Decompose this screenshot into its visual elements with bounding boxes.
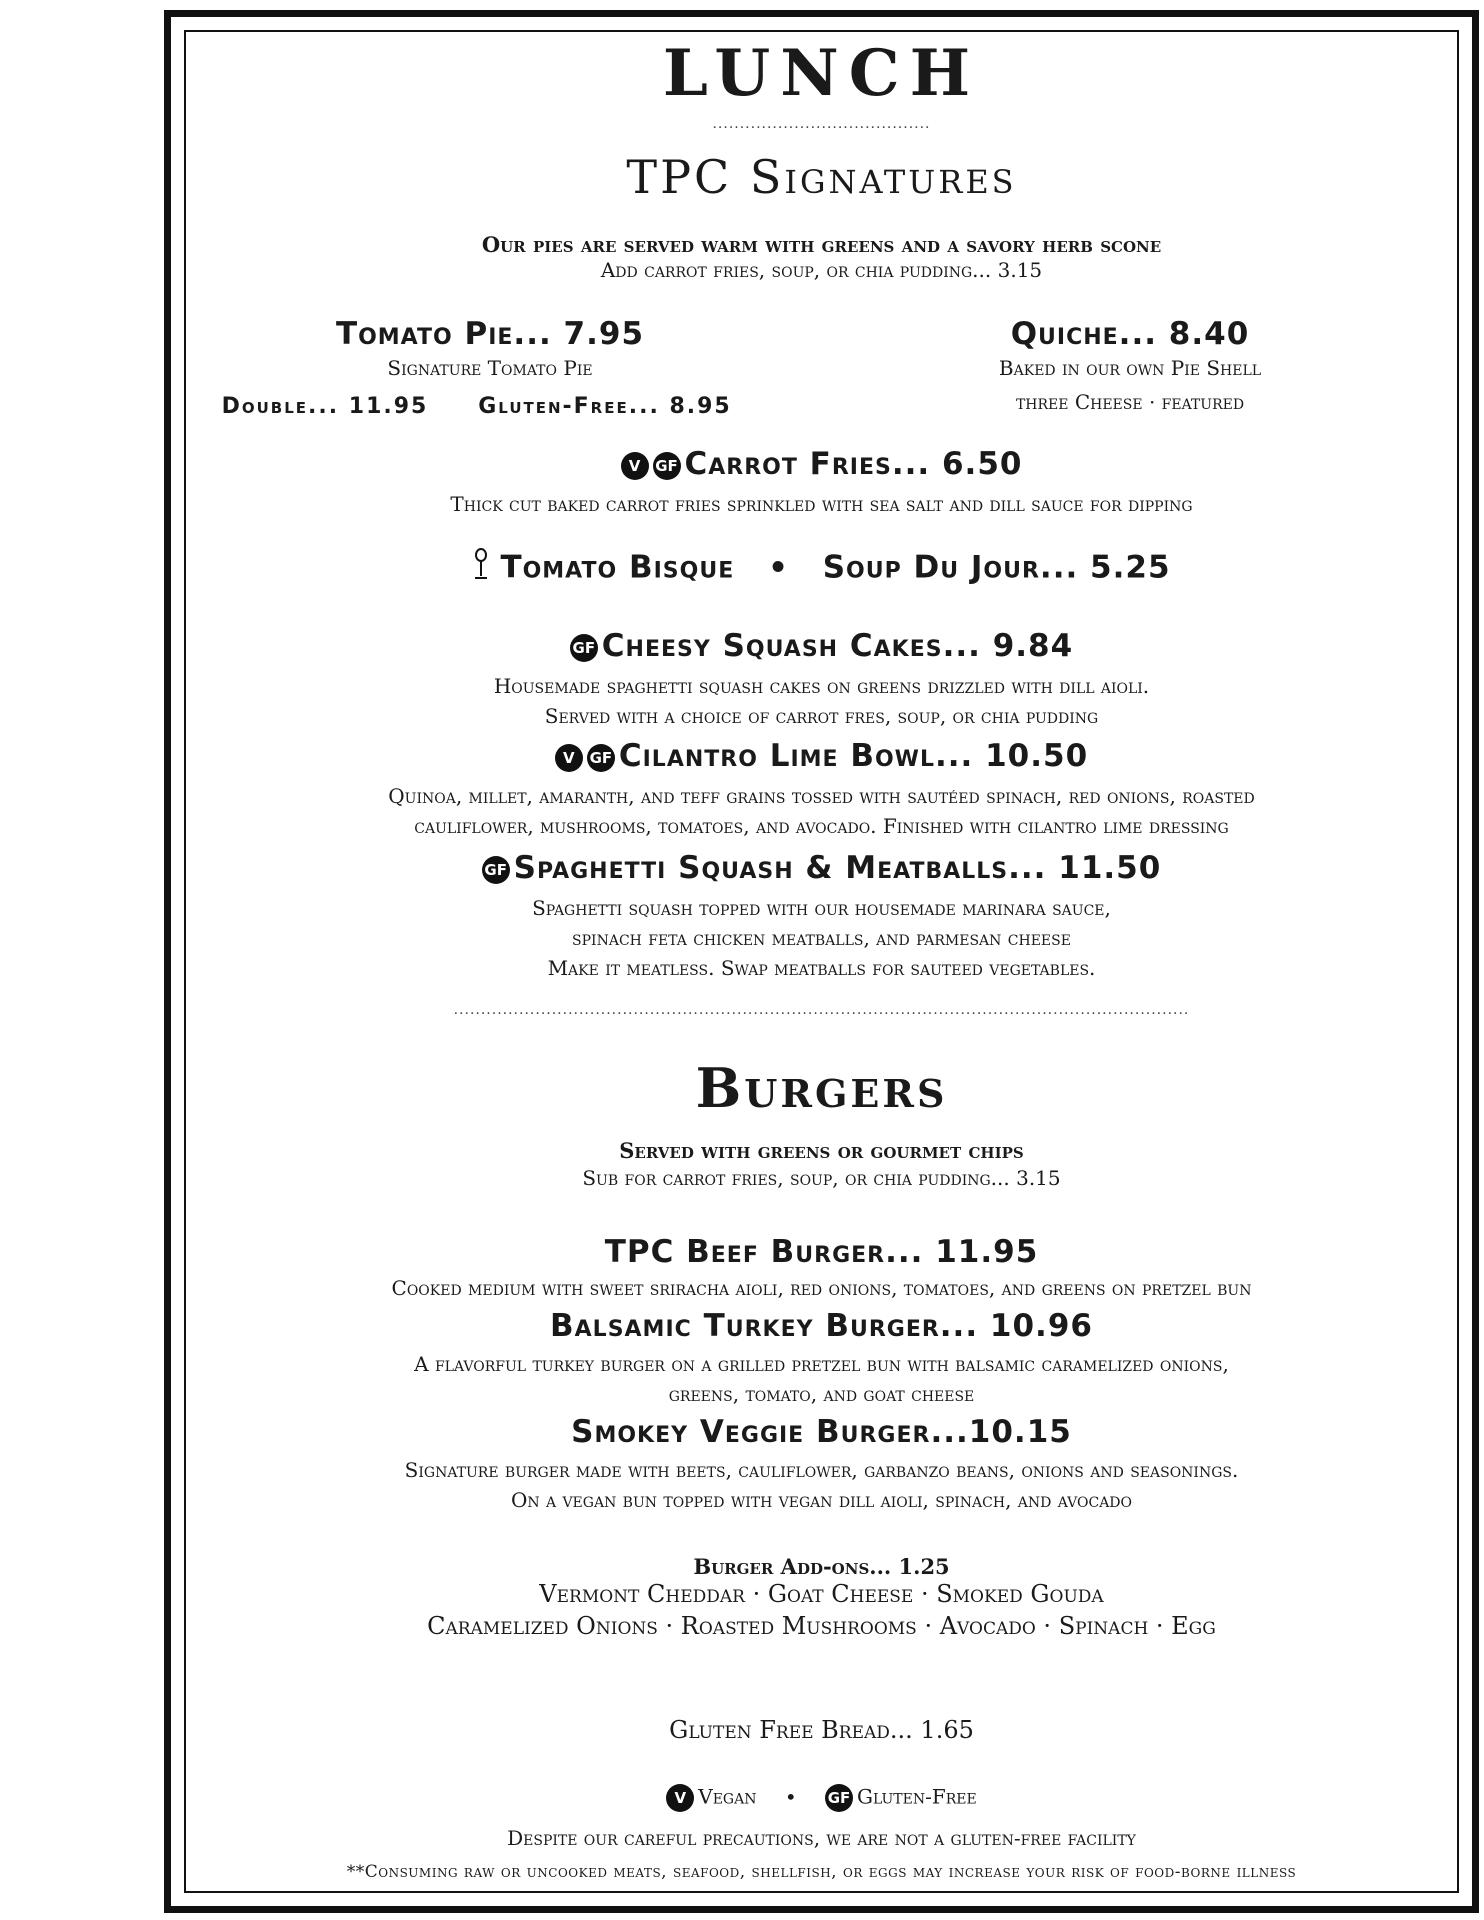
squash-cakes-desc-1: Housemade spaghetti squash cakes on greens drizzled with dill aioli.: [493, 674, 1150, 698]
signatures-addon: Add carrot fries, soup, or chia pudding... 3.15: [600, 258, 1043, 282]
item-quiche: Quiche... 8.40: [1010, 316, 1250, 352]
vegan-icon: V: [555, 744, 583, 772]
turkey-burger-desc-2: greens, tomato, and goat cheese: [668, 1382, 975, 1406]
separator-dot: •: [784, 1784, 797, 1809]
item-cilantro-lime-bowl: [190, 738, 1453, 774]
burgers-subtitle: Served with greens or gourmet chips: [619, 1138, 1024, 1163]
item-beef-burger: TPC Beef Burger... 11.95: [604, 1234, 1039, 1270]
item-carrot-fries: [190, 446, 1453, 482]
tomato-pie-double: Double... 11.95: [221, 394, 429, 419]
menu-content: [190, 36, 1453, 1887]
cilantro-bowl-desc-1: Quinoa, millet, amaranth, and teff grains tossed with sautéed spinach, red onions, roasted: [388, 784, 1255, 808]
quiche-desc: Baked in our own Pie Shell: [998, 356, 1262, 380]
item-cheesy-squash-cakes: [190, 628, 1453, 664]
burger-addons-line-2: Caramelized Onions · Roasted Mushrooms · Avocado · Spinach · Egg: [427, 1612, 1216, 1640]
quiche-featured: three Cheese · featured: [1015, 390, 1245, 414]
gluten-free-icon: GF: [825, 1784, 853, 1812]
soup-du-jour-label: Soup Du Jour... 5.25: [822, 549, 1171, 586]
legend-gluten-free-label: Gluten-Free: [857, 1784, 977, 1809]
gluten-free-icon: GF: [482, 856, 510, 884]
section-heading-burgers: Burgers: [695, 1056, 948, 1120]
tomato-pie-gluten-free: Gluten-Free... 8.95: [478, 394, 732, 419]
carrot-fries-name: Carrot Fries... 6.50: [684, 446, 1023, 482]
item-spaghetti-squash: [190, 850, 1453, 886]
spaghetti-name: Spaghetti Squash & Meatballs... 11.50: [513, 850, 1162, 886]
gluten-free-icon: GF: [570, 634, 598, 662]
divider: .......................................................................................................................................: [453, 1002, 1190, 1018]
cilantro-bowl-desc-2: cauliflower, mushrooms, tomatoes, and avocado. Finished with cilantro lime dressing: [414, 814, 1229, 838]
carrot-fries-desc: Thick cut baked carrot fries sprinkled with sea salt and dill sauce for dipping: [450, 492, 1193, 516]
tomato-bisque-label: Tomato Bisque: [500, 549, 735, 586]
burger-addons-line-1: Vermont Cheddar · Goat Cheese · Smoked Gouda: [539, 1580, 1104, 1608]
soup-line: [190, 548, 1453, 590]
spaghetti-desc-1: Spaghetti squash topped with our housemade marinara sauce,: [532, 896, 1111, 920]
turkey-burger-desc-1: A flavorful turkey burger on a grilled pretzel bun with balsamic caramelized onions,: [414, 1352, 1229, 1376]
item-veggie-burger: Smokey Veggie Burger...10.15: [571, 1414, 1072, 1450]
item-tomato-pie: Tomato Pie... 7.95: [335, 316, 645, 352]
legend-vegan-label: Vegan: [698, 1784, 757, 1809]
section-heading-signatures: TPC Signatures: [626, 150, 1017, 204]
diet-legend: [190, 1784, 1453, 1812]
gluten-free-icon: GF: [587, 744, 615, 772]
beef-burger-desc: Cooked medium with sweet sriracha aioli, red onions, tomatoes, and greens on pretzel bun: [391, 1276, 1252, 1300]
tomato-pie-desc: Signature Tomato Pie: [387, 356, 593, 380]
separator-dot: •: [768, 549, 789, 586]
burgers-sub-line: Sub for carrot fries, soup, or chia pudding... 3.15: [582, 1166, 1061, 1190]
spaghetti-desc-2: spinach feta chicken meatballs, and parmesan cheese: [572, 926, 1071, 950]
signatures-subtitle: Our pies are served warm with greens and a savory herb scone: [481, 232, 1162, 257]
gluten-free-bread: Gluten Free Bread... 1.65: [669, 1716, 974, 1744]
page-title: LUNCH: [662, 36, 981, 111]
spoon-icon: [472, 548, 490, 590]
squash-cakes-name: Cheesy Squash Cakes... 9.84: [601, 628, 1074, 664]
divider: ........................................: [712, 116, 931, 132]
gluten-free-icon: GF: [653, 452, 681, 480]
gluten-disclaimer: Despite our careful precautions, we are not a gluten-free facility: [507, 1826, 1136, 1850]
squash-cakes-desc-2: Served with a choice of carrot fres, soup, or chia pudding: [544, 704, 1099, 728]
vegan-icon: V: [666, 1784, 694, 1812]
vegan-icon: V: [621, 452, 649, 480]
cilantro-bowl-name: Cilantro Lime Bowl... 10.50: [618, 738, 1089, 774]
burger-addons-title: Burger Add-ons... 1.25: [693, 1554, 950, 1579]
item-turkey-burger: Balsamic Turkey Burger... 10.96: [550, 1308, 1093, 1344]
food-safety-warning: **Consuming raw or uncooked meats, seafood, shellfish, or eggs may increase your risk of food-borne illness: [346, 1862, 1297, 1882]
veggie-burger-desc-2: On a vegan bun topped with vegan dill aioli, spinach, and avocado: [510, 1488, 1133, 1512]
spaghetti-desc-3: Make it meatless. Swap meatballs for sauteed vegetables.: [547, 956, 1096, 980]
veggie-burger-desc-1: Signature burger made with beets, cauliflower, garbanzo beans, onions and seasonings.: [404, 1458, 1239, 1482]
